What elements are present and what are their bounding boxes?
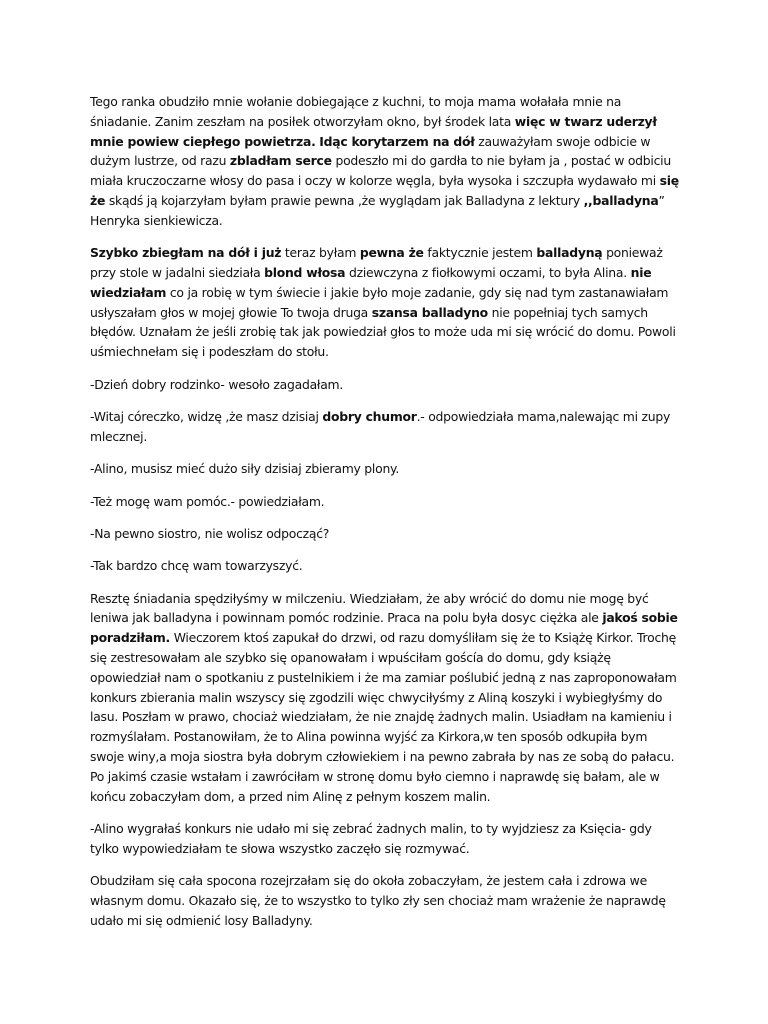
bold-text-run: szansa balladyno [371,304,488,320]
text-run: ponieważ przy stole w jadalni siedziała [90,245,663,280]
text-run: faktycznie jestem [423,245,537,261]
text-run: Tego ranka obudziło mnie wołanie dobiegające z kuchni, to moja mama wołałała mnie na śniadanie. Zanim zeszłam na posiłek otworzyłam okno, był środek lata [90,94,622,129]
text-run: zauważyłam swoje odbicie w dużym lustrze, od razu [90,133,651,169]
paragraph [90,459,682,479]
paragraph [90,375,682,395]
text-run: podeszło mi do gardła to nie byłam ja , postać w odbiciu miała kruczoczarne włosy do pasa i oczy w kolorze węgla, była wysoka i szczupła wydawało mi [90,153,671,189]
text-run: nie popełniaj tych samych błędów. Uznałam że jeśli zrobię tak jak powiedział głos to może uda mi się wrócić do domu. Powoli uśmiechnełam się i podeszłam do stołu. [90,304,676,360]
text-run: Obudziłam się cała spocona rozejrzałam się do okoła zobaczyłam, że jestem cała i zdrowa we własnym domu. Okazało się, że to wszystko to tylko zły sen chociaż mam wrażenie że naprawdę udało mi się odmienić losy Balladyny. [90,873,666,928]
bold-text-run: więc w twarz uderzył mnie powiew ciepłego powietrza. [90,113,657,149]
paragraph [90,871,682,930]
bold-text-run: dobry chumor [322,408,417,424]
paragraph [90,556,682,576]
text-run: -Alino wygrałaś konkurs nie udało mi się zebrać żadnych malin, to ty wyjdziesz za Księcia- gdy tylko wypowiedziałam te słowa wszystko zaczęło się rozmywać. [90,821,652,856]
bold-text-run: jakoś sobie poradziłam. [90,610,678,646]
bold-text-run: zbladłam serce [229,153,332,169]
paragraph [90,407,682,447]
bold-text-run: się że [90,173,679,208]
paragraph [90,589,682,807]
text-run: -Witaj córeczko, widzę ,że masz dzisiaj [90,408,323,424]
paragraph [90,524,682,544]
bold-text-run: Szybko zbiegłam na dół i już [90,245,282,261]
text-run: -Alino, musisz mieć dużo siły dzisiaj zbieramy plony. [90,461,400,477]
bold-text-run: blond włosa [264,264,346,280]
text-run: -Też mogę wam pomóc.- powiedziałam. [90,493,325,509]
bold-text-run: ,,balladyna [583,192,659,208]
document-page [90,92,682,943]
text-run: -Tak bardzo chcę wam towarzyszyć. [90,558,303,574]
bold-text-run: nie wiedziałam [90,264,652,300]
text-run: -Dzień dobry rodzinko- wesoło zagadałam. [90,376,344,392]
text-run: teraz byłam [281,245,360,261]
paragraph [90,92,682,231]
paragraph [90,492,682,512]
text-run: -Na pewno siostro, nie wolisz odpocząć? [90,525,330,541]
text-run: ” Henryka sienkiewicza. [90,192,665,228]
paragraph [90,819,682,859]
bold-text-run: pewna że [359,245,424,261]
bold-text-run: balladyną [536,245,603,261]
text-run: co ja robię w tym świecie i jakie było moje zadanie, gdy się nad tym zastanawiałam usłyszałam głos w mojej głowie To twoja druga [90,284,669,320]
text-run: dziewczyna z fiołkowymi oczami, to była Alina. [345,264,631,280]
text-run: Wieczorem ktoś zapukał do drzwi, od razu domyśliłam się że to Książę Kirkor. Trochę się zestresowałam ale szybko się opanowałam i wpuściłam goścía do domu, gdy książę opowiedział nam o spotkaniu z pustelnikiem i że ma zamiar poślubić jedną z nas zaproponowałam konkurs zbierania malin wszyscy się zgodzili więc chwyciłyśmy z Aliną koszyki i wybiegłyśmy do lasu. Poszłam w prawo, chociaż wiedziałam, że nie znajdę żadnych malin. Usiadłam na kamieniu i rozmyślałam. Postanowiłam, że to Alina powinna wyjść za Kirkora,w ten sposób odkupiła bym swoje winy,a moja siostra była dobrym człowiekiem i na pewno zabrała by nas ze sobą do pałacu. Po jakimś czasie wstałam i zawróciłam w stronę domu było ciemno i naprawdę się bałam, ale w końcu zobaczyłam dom, a przed nim Alinę z pełnym koszem malin. [90,630,677,804]
text-run: .- odpowiedziała mama,nalewając mi zupy mlecznej. [90,408,671,444]
bold-text-run: Idąc korytarzem na dół [319,133,475,149]
text-run: skądś ją kojarzyłam byłam prawie pewna ,że wyglądam jak Balladyna z lektury [105,192,584,208]
paragraph [90,243,682,362]
text-run: Resztę śniadania spędziłyśmy w milczeniu. Wiedziałam, że aby wrócić do domu nie mogę być leniwa jak balladyna i powinnam pomóc rodzinie. Praca na polu była dosyc ciężka ale [90,590,649,626]
